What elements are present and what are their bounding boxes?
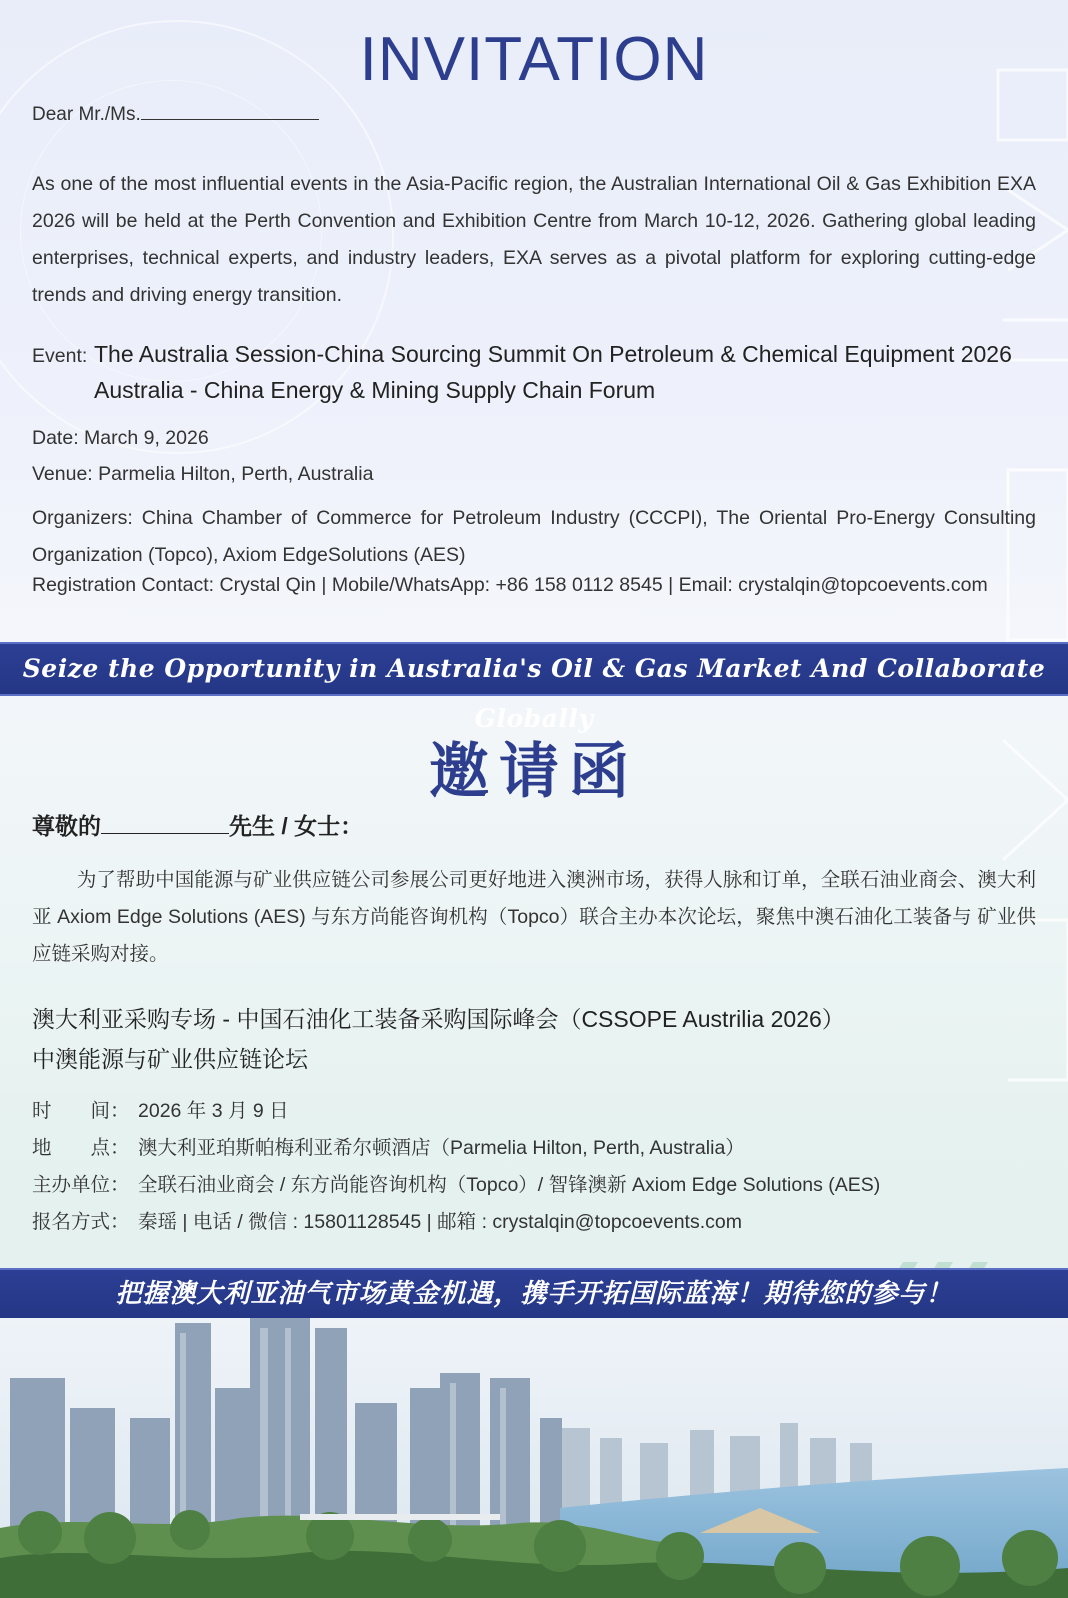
detail-value: 2026 年 3 月 9 日 — [138, 1100, 289, 1122]
greeting-line — [32, 103, 319, 126]
event-label: Event: — [32, 345, 88, 367]
event-title-1: The Australia Session-China Sourcing Summit On Petroleum & Chemical Equipment 2026 — [94, 341, 1012, 367]
detail-label: 时 间： — [32, 1100, 130, 1122]
detail-label: 地 点： — [32, 1137, 130, 1159]
detail-value: 全联石油业商会 / 东方尚能咨询机构（Topco）/ 智锋澳新 Axiom Edge Solutions (AES) — [138, 1174, 881, 1196]
detail-row-organizers — [32, 1169, 880, 1197]
event-organizers: Organizers: China Chamber of Commerce for Petroleum Industry (CCCPI), The Oriental Pro-Energy Consulting Organization (Topco), Axiom EdgeSolutions (AES) — [32, 507, 1036, 566]
greeting-line-cn — [32, 808, 363, 841]
detail-label: 报名方式： — [32, 1211, 130, 1233]
name-blank-line-cn — [101, 815, 229, 834]
greeting-prefix-cn: 尊敬的 — [32, 813, 101, 839]
invitation-title: INVITATION — [359, 25, 709, 94]
event-venue: Venue: Parmelia Hilton, Perth, Australia — [32, 463, 374, 485]
event-title-cn-1: 澳大利亚采购专场 - 中国石油化工装备采购国际峰会（CSSOPE Austrilia 2026） — [32, 1006, 845, 1032]
name-blank-line — [141, 103, 319, 120]
detail-label: 主办单位： — [32, 1174, 130, 1196]
detail-value: 秦瑶 | 电话 / 微信 : 15801128545 | 邮箱 : crystalqin@topcoevents.com — [138, 1211, 742, 1233]
event-date: Date: March 9, 2026 — [32, 427, 209, 449]
intro-paragraph-cn: 为了帮助中国能源与矿业供应链公司参展公司更好地进入澳洲市场，获得人脉和订单，全联石油业商会、澳大利亚 Axiom Edge Solutions (AES) 与东方尚能咨询机构（Topco）联合主办本次论坛，聚焦中澳石油化工装备与 矿业供应链采购对接。 — [32, 869, 1036, 965]
detail-row-time — [32, 1095, 289, 1123]
greeting-suffix-cn: 先生 / 女士： — [229, 813, 364, 839]
event-title-2: Australia - China Energy & Mining Supply Chain Forum — [94, 377, 656, 403]
greeting-text: Dear Mr./Ms. — [32, 104, 141, 125]
intro-paragraph: As one of the most influential events in the Asia-Pacific region, the Australian International Oil & Gas Exhibition EXA 2026 will be held at the Perth Convention and Exhibition Centre from March 10-12, 2026. Gathering global leading enterprises, technical experts, and industry leaders, EXA serves as a pivotal platform for exploring cutting-edge trends and driving energy transition. — [32, 173, 1036, 306]
event-title-cn-2: 中澳能源与矿业供应链论坛 — [32, 1046, 308, 1072]
detail-value: 澳大利亚珀斯帕梅利亚希尔顿酒店（Parmelia Hilton, Perth, Australia） — [138, 1137, 745, 1159]
perth-skyline-photo — [0, 1318, 1068, 1598]
detail-row-registration — [32, 1206, 742, 1234]
registration-contact: Registration Contact: Crystal Qin | Mobile/WhatsApp: +86 158 0112 8545 | Email: crystalqin@topcoevents.com — [32, 574, 988, 596]
detail-row-venue — [32, 1132, 745, 1160]
slogan-banner-en: Seize the Opportunity in Australia's Oil & Gas Market And Collaborate Globally — [0, 642, 1068, 696]
slogan-banner-cn: 把握澳大利亚油气市场黄金机遇，携手开拓国际蓝海！期待您的参与！ — [0, 1268, 1068, 1320]
invitation-title-cn: 邀请函 — [429, 738, 639, 805]
